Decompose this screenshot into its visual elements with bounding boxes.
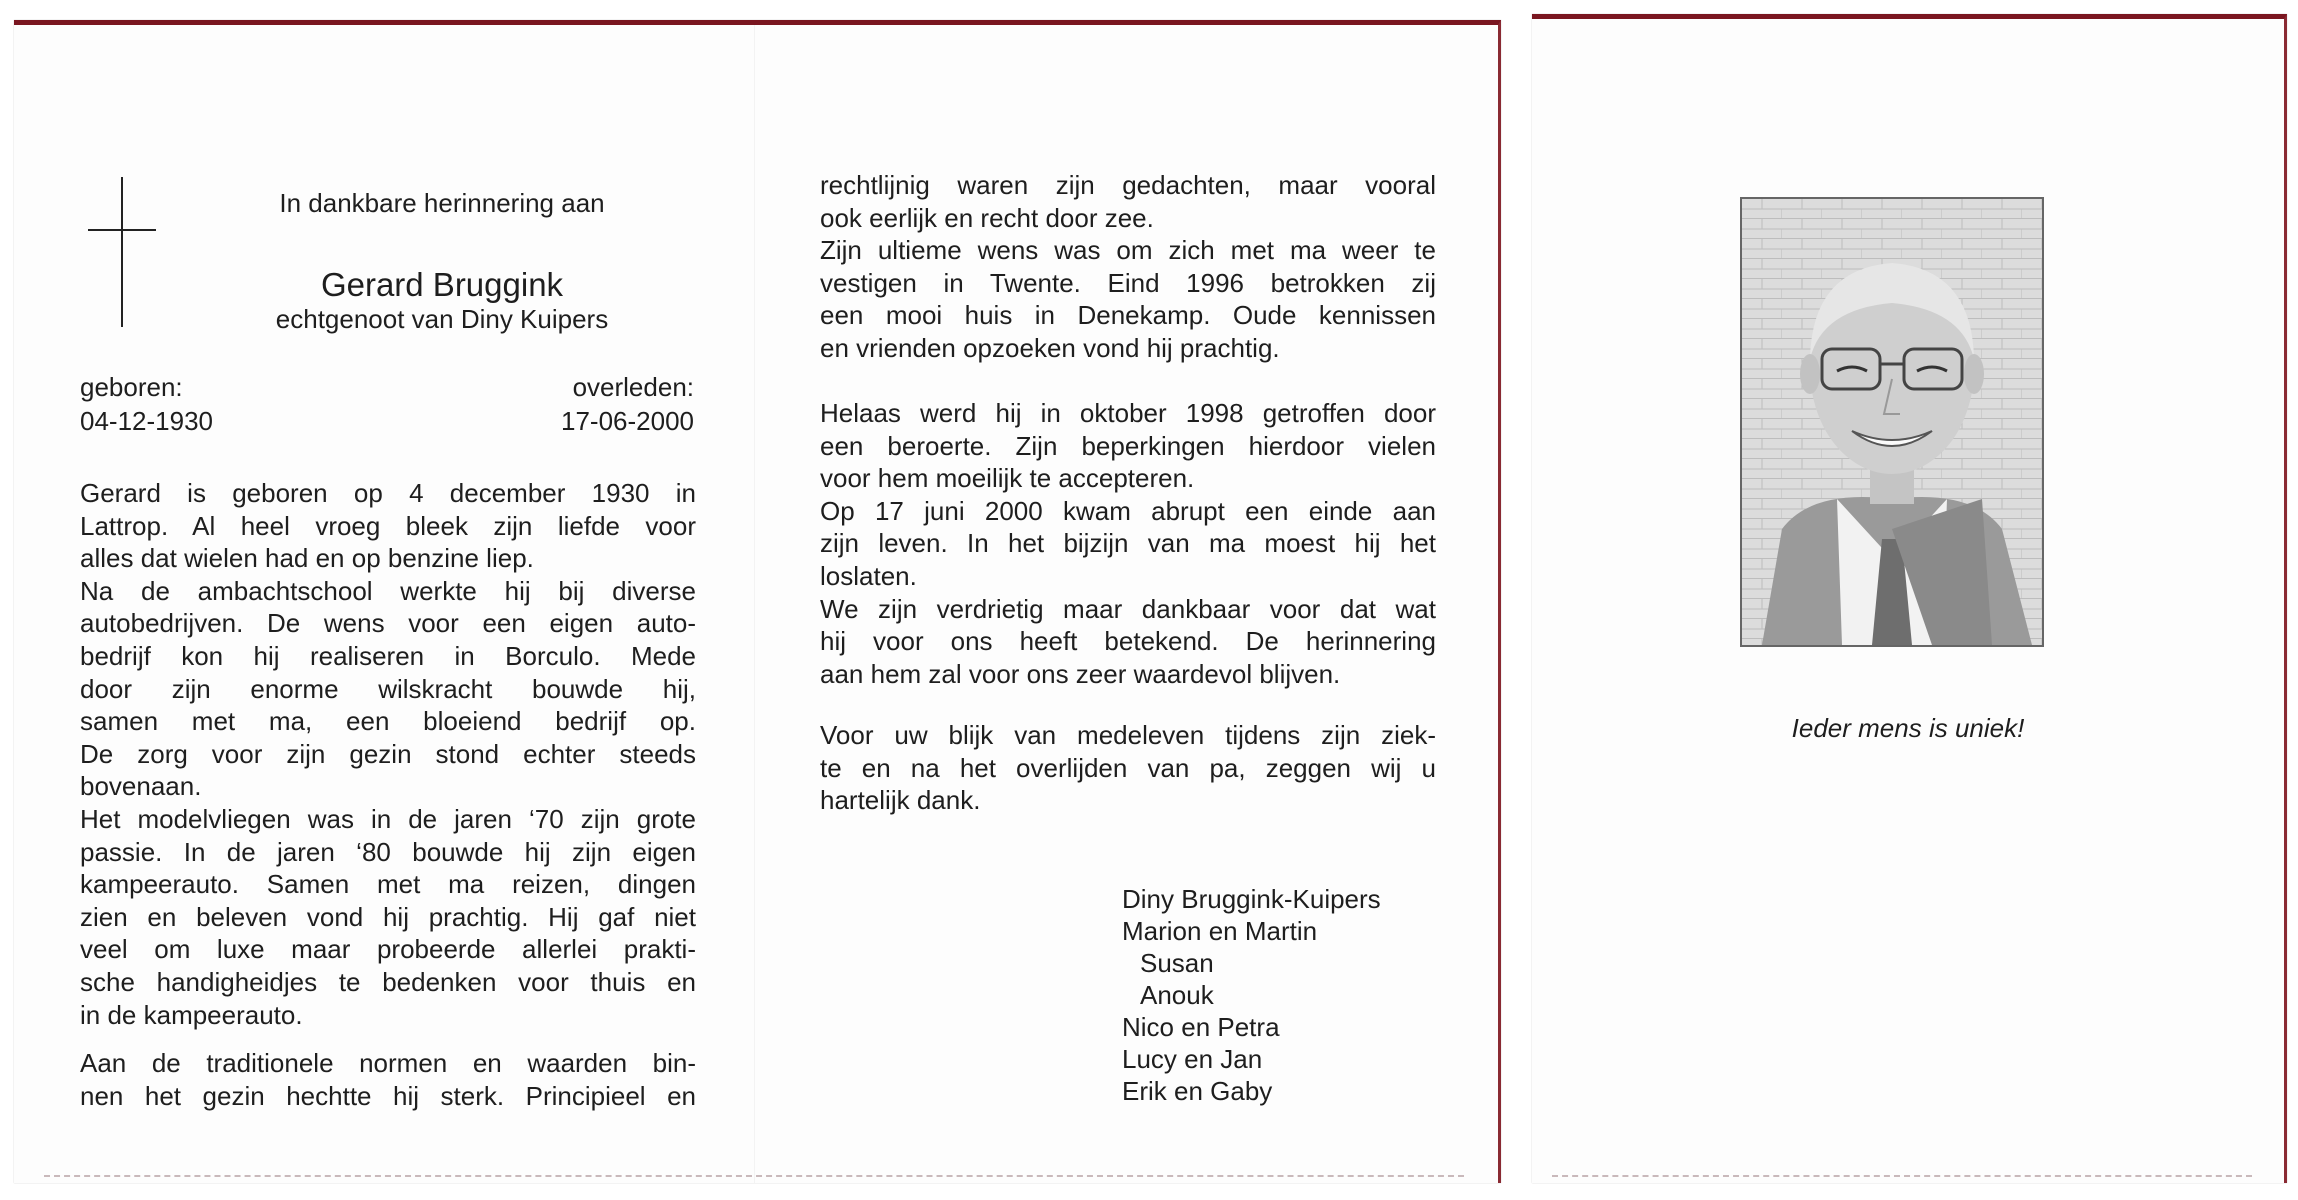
thanks-paragraph [820,719,1436,817]
text-line: door zijn enorme wilskracht bouwde hij, [80,673,696,704]
text-line: ook eerlijk en recht door zee. [820,202,1154,233]
signature-line: Marion en Martin [1122,916,1318,946]
text-line: zien en beleven vond hij prachtig. Hij gaf niet [80,901,696,932]
card-fold [754,25,755,1183]
intro-text: In dankbare herinnering aan [279,188,605,218]
text-line: Helaas werd hij in oktober 1998 getroffen door [820,398,1436,428]
text-line: hartelijk dank. [820,785,981,816]
text-line: Aan de traditionele normen en waarden bin- [80,1048,696,1078]
text-line: loslaten. [820,560,917,591]
died-date: 17-06-2000 [561,406,694,436]
text-line: en vrienden opzoeken vond hij prachtig. [820,332,1280,363]
card-edge [1552,1175,2252,1177]
text-line: bedrijf kon hij realiseren in Borculo. Mede [80,640,696,671]
text-line: te en na het overlijden van pa, zeggen wij u [820,752,1436,783]
biography-paragraph-4 [820,397,1436,690]
text-line: alles dat wielen had en op benzine liep. [80,543,534,574]
biography-paragraph-2 [80,1047,696,1112]
text-line: een mooi huis in Denekamp. Oude kennissen [820,300,1436,331]
text-line: nen het gezin hechtte hij sterk. Principieel en [80,1080,696,1111]
signature-line: Nico en Petra [1122,1012,1280,1042]
text-line: passie. In de jaren ‘80 bouwde hij zijn eigen [80,836,696,867]
deceased-name: Gerard Bruggink [320,266,564,303]
text-line: een beroerte. Zijn beperkingen hierdoor vielen [820,430,1436,461]
text-line: in de kampeerauto. [80,999,303,1030]
biography-paragraph-3 [820,169,1436,365]
text-line: rechtlijnig waren zijn gedachten, maar vooral [820,170,1436,200]
motto-text: Ieder mens is uniek! [1791,713,2025,743]
born-label: geboren: [80,372,183,402]
cross-icon [82,177,162,327]
text-line: Op 17 juni 2000 kwam abrupt een einde aan [820,495,1436,526]
text-line: kampeerauto. Samen met ma reizen, dingen [80,869,696,900]
text-line: veel om luxe maar probeerde allerlei prakti- [80,934,696,965]
text-line: De zorg voor zijn gezin stond echter steeds [80,738,696,769]
text-line: Gerard is geboren op 4 december 1930 in [80,478,696,508]
text-line: samen met ma, een bloeiend bedrijf op. [80,706,696,737]
text-line: Na de ambachtschool werkte hij bij diverse [80,575,696,606]
portrait-photo [1740,197,2044,647]
text-line: Het modelvliegen was in de jaren ‘70 zijn grote [80,803,696,834]
biography-paragraph-1 [80,477,696,1031]
signature-line: Lucy en Jan [1122,1044,1263,1074]
memorial-card-back [1532,14,2287,1183]
died-label: overleden: [572,372,694,402]
card-edge [44,1175,1464,1177]
spouse-line: echtgenoot van Diny Kuipers [275,304,609,334]
text-line: Zijn ultieme wens was om zich met ma weer te [820,235,1436,266]
memorial-card-inner-spread [14,20,1501,1183]
text-line: Voor uw blijk van medeleven tijdens zijn ziek- [820,720,1436,750]
text-line: sche handigheidjes te bedenken voor thuis en [80,966,696,997]
signature-line: Diny Bruggink-Kuipers [1122,884,1381,914]
text-line: aan hem zal voor ons zeer waardevol blijven. [820,658,1341,689]
text-line: zijn leven. In het bijzijn van ma moest hij het [820,528,1436,559]
text-line: bovenaan. [80,771,202,802]
text-line: vestigen in Twente. Eind 1996 betrokken zij [820,267,1436,298]
signature-line: Erik en Gaby [1122,1076,1273,1106]
signature-line: Susan [1140,948,1214,978]
text-line: We zijn verdrietig maar dankbaar voor dat wat [820,593,1436,624]
born-date: 04-12-1930 [80,406,213,436]
text-line: voor hem moeilijk te accepteren. [820,463,1195,494]
signature-line: Anouk [1140,980,1214,1010]
text-line: Lattrop. Al heel vroeg bleek zijn liefde voor [80,510,696,541]
text-line: autobedrijven. De wens voor een eigen auto- [80,608,696,639]
text-line: hij voor ons heeft betekend. De herinnering [820,626,1436,657]
